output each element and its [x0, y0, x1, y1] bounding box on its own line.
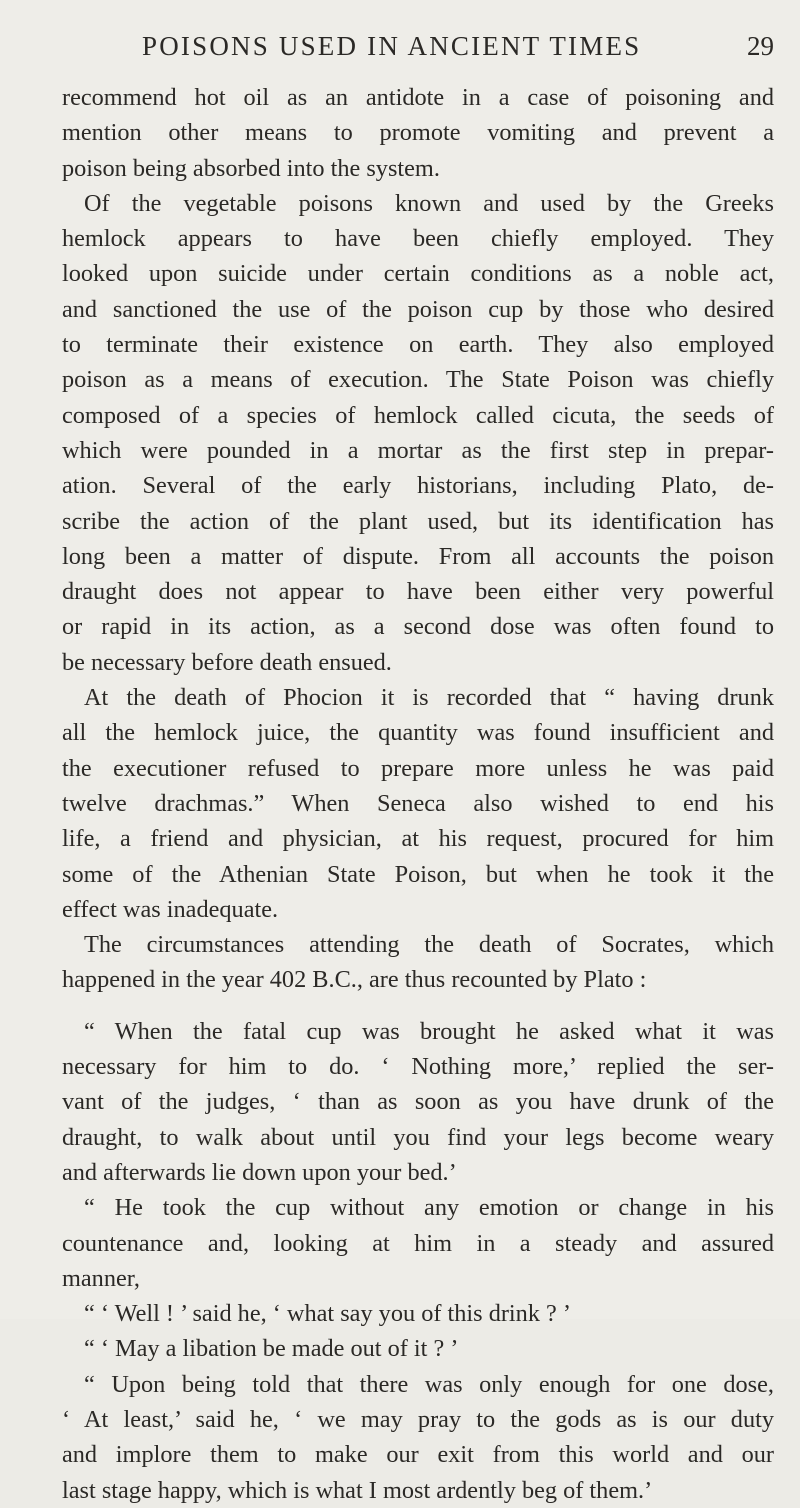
text-line: all the hemlock juice, the quantity was found insufficient and	[62, 719, 774, 747]
text-line: effect was inadequate.	[62, 895, 279, 923]
text-line: and sanctioned the use of the poison cup by those who desired	[62, 295, 774, 323]
text-line: draught, to walk about until you find your legs become weary	[62, 1123, 774, 1151]
running-title: POISONS USED IN ANCIENT TIMES	[142, 31, 642, 61]
text-line: to terminate their existence on earth. They also employed	[62, 331, 774, 359]
quotation-paragraph	[62, 1296, 774, 1331]
paragraph	[62, 680, 774, 927]
text-line: At the death of Phocion it is recorded that “ having drunk	[84, 684, 774, 712]
text-line: life, a friend and physician, at his request, procured for him	[62, 825, 774, 853]
text-line: twelve drachmas.” When Seneca also wished to end his	[62, 789, 774, 817]
text-line: “ ‘ Well ! ’ said he, ‘ what say you of this drink ? ’	[84, 1300, 572, 1328]
text-line: ‘ At least,’ said he, ‘ we may pray to the gods as is our duty	[62, 1405, 774, 1433]
text-line: manner,	[62, 1264, 140, 1292]
text-line: draught does not appear to have been either very powerful	[62, 578, 774, 606]
text-line: some of the Athenian State Poison, but when he took it the	[62, 860, 774, 888]
paragraph	[62, 80, 774, 186]
text-line: poison being absorbed into the system.	[62, 154, 440, 182]
spacer	[62, 998, 774, 1014]
text-line: composed of a species of hemlock called cicuta, the seeds of	[62, 401, 774, 429]
text-line: necessary for him to do. ‘ Nothing more,’ replied the ser-	[62, 1053, 774, 1081]
text-line: which were pounded in a mortar as the first step in prepar-	[62, 436, 774, 464]
paragraph	[62, 186, 774, 680]
quotation-paragraph	[62, 1014, 774, 1190]
paragraph	[62, 927, 774, 998]
page-header	[62, 30, 774, 62]
text-line: poison as a means of execution. The State Poison was chiefly	[62, 366, 774, 394]
quotation-paragraph	[62, 1190, 774, 1296]
text-line: last stage happy, which is what I most ardently beg of them.’	[62, 1476, 653, 1504]
text-line: ation. Several of the early historians, including Plato, de-	[62, 472, 774, 500]
text-line: happened in the year 402 B.C., are thus recounted by Plato :	[62, 966, 647, 994]
text-line: “ Upon being told that there was only enough for one dose,	[84, 1370, 774, 1398]
quotation-paragraph	[62, 1367, 774, 1508]
text-line: vant of the judges, ‘ than as soon as you have drunk of the	[62, 1088, 774, 1116]
text-line: “ ‘ May a libation be made out of it ? ’	[84, 1335, 459, 1363]
text-line: long been a matter of dispute. From all accounts the poison	[62, 542, 774, 570]
text-line: hemlock appears to have been chiefly employed. They	[62, 225, 774, 253]
text-line: and implore them to make our exit from this world and our	[62, 1441, 774, 1469]
text-line: the executioner refused to prepare more unless he was paid	[62, 754, 774, 782]
text-line: countenance and, looking at him in a steady and assured	[62, 1229, 774, 1257]
text-line: mention other means to promote vomiting and prevent a	[62, 119, 774, 147]
text-line: scribe the action of the plant used, but its identification has	[62, 507, 774, 535]
text-line: “ When the fatal cup was brought he asked what it was	[84, 1017, 774, 1045]
text-line: Of the vegetable poisons known and used by the Greeks	[84, 189, 774, 217]
page-number: 29	[747, 31, 774, 61]
text-line: be necessary before death ensued.	[62, 648, 392, 676]
text-line: and afterwards lie down upon your bed.’	[62, 1158, 457, 1186]
text-line: looked upon suicide under certain conditions as a noble act,	[62, 260, 774, 288]
text-line: recommend hot oil as an antidote in a case of poisoning and	[62, 84, 774, 111]
text-line: or rapid in its action, as a second dose was often found to	[62, 613, 774, 641]
body-text	[62, 80, 774, 1508]
text-line: “ He took the cup without any emotion or change in his	[84, 1194, 774, 1222]
text-line: The circumstances attending the death of Socrates, which	[84, 931, 774, 959]
quotation-paragraph	[62, 1331, 774, 1366]
